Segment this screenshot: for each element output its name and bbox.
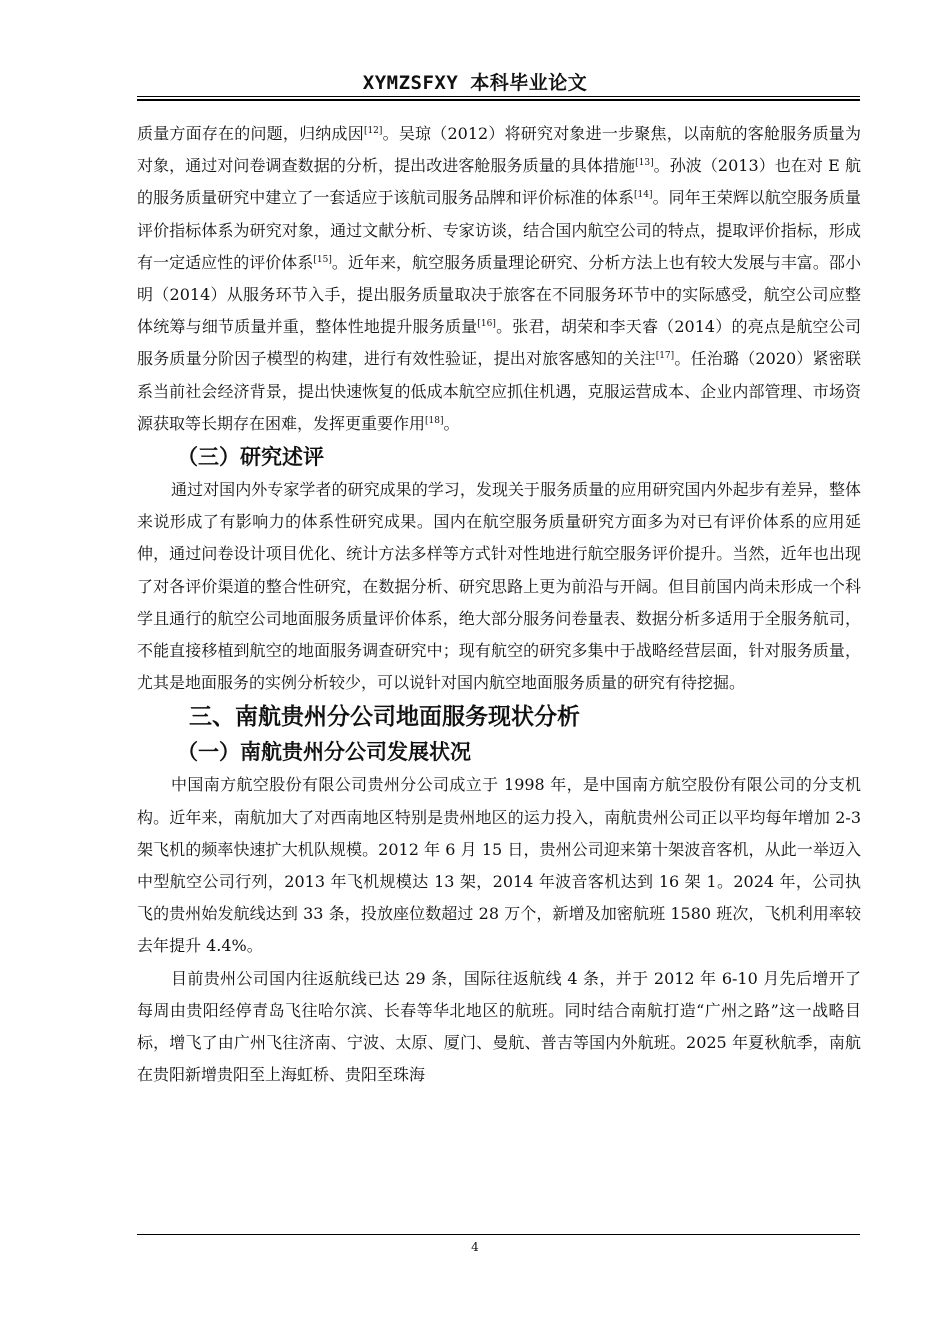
running-header-title: XYMZSFXY 本科毕业论文 [362,72,588,94]
text-run: 。 [443,413,460,433]
text-run: 。任治璐（2020）紧密联系当前社会经济背景，提出快速恢复的低成本航空应抓住机遇，克服运营成本、企业内部管理、市场资源获取等长期存在困难，发挥更重要作用 [137,349,861,433]
text-run: 。张君，胡荣和李天睿（2014）的亮点是航空公司服务质量分阶因子模型的构建，进行有效性验证，提出对旅客感知的关注 [137,317,861,369]
citation-ref: [12] [363,126,383,136]
text-run: 。近年来，航空服务质量理论研究、分析方法上也有较大发展与丰富。邵小明（2014）从服务环节入手，提出服务质量取决于旅客在不同服务环节中的实际感受，航空公司应整体统筹与细节质量并重，整体性地提升服务质量 [137,252,861,337]
header-rule-thin [137,96,860,97]
paragraph-literature-review [137,118,861,440]
header-rule-thick [137,99,860,101]
text-run: 。同年王荣辉以航空服务质量评价指标体系为研究对象，通过文献分析、专家访谈，结合国内航空公司的特点，提取评价指标，形成有一定适应性的评价体系 [137,188,861,272]
text-run: 。孙波（2013）也在对 E 航的服务质量研究中建立了一套适应于该航司服务品牌和评价标准的体系 [137,156,861,208]
citation-ref: [13] [635,158,654,169]
citation-ref: [16] [477,319,496,330]
citation-ref: [17] [655,351,675,362]
body-text-column [137,118,861,1091]
page-number: 4 [471,1240,479,1254]
text-run: 质量方面存在的问题，归纳成因 [137,124,364,143]
paragraph-company-overview: 中国南方航空股份有限公司贵州分公司成立于 1998 年，是中国南方航空股份有限公司的分支机构。近年来，南航加大了对西南地区特别是贵州地区的运力投入，南航贵州公司正以平均每年增加 2-3 架飞机的频率快速扩大机队规模。2012 年 6 月 15 日，贵州公司迎来第十架波音客机，从此一举迈入中型航空公司行列，2013 年飞机规模达 13 架，2014 年波音客机达到 16 架 1。2024 年，公司执飞的贵州始发航线达到 33 条，投放座位数超过 28 万个，新增及加密航班 1580 班次，飞机利用率较去年提升 4.4%。 [137,775,861,956]
citation-ref: [15] [313,254,332,265]
footer-rule [137,1234,860,1235]
section-heading-ground-service-analysis: 三、南航贵州分公司地面服务现状分析 [189,704,580,731]
subsection-heading-research-review: （三）研究述评 [177,445,324,470]
citation-ref: [18] [425,415,444,426]
paragraph-research-review: 通过对国内外专家学者的研究成果的学习，发现关于服务质量的应用研究国内外起步有差异，整体来说形成了有影响力的体系性研究成果。国内在航空服务质量研究方面多为对已有评价体系的应用延伸，通过问卷设计项目优化、统计方法多样等方式针对性地进行航空服务评价提升。当然，近年也出现了对各评价渠道的整合性研究，在数据分析、研究思路上更为前沿与开阔。但目前国内尚未形成一个科学且通行的航空公司地面服务质量评价体系，绝大部分服务问卷量表、数据分析多适用于全服务航司，不能直接移植到航空的地面服务调查研究中；现有航空的研究多集中于战略经营层面，针对服务质量，尤其是地面服务的实例分析较少，可以说针对国内航空地面服务质量的研究有待挖掘。 [137,480,861,693]
paragraph-route-network: 目前贵州公司国内往返航线已达 29 条，国际往返航线 4 条，并于 2012 年 6-10 月先后增开了每周由贵阳经停青岛飞往哈尔滨、长春等华北地区的航班。同时结合南航打造“广州之路”这一战略目标，增飞了由广州飞往济南、宁波、太原、厦门、曼航、普吉等国内外航班。2025 年夏秋航季，南航在贵阳新增贵阳至上海虹桥、贵阳至珠海 [137,968,861,1085]
subsection-heading-development-status: （一）南航贵州分公司发展状况 [177,740,471,765]
citation-ref: [14] [634,190,653,201]
text-run: 。吴琼（2012）将研究对象进一步聚焦，以南航的客舱服务质量为对象，通过对问卷调查数据的分析，提出改进客舱服务质量的具体措施 [137,124,861,176]
